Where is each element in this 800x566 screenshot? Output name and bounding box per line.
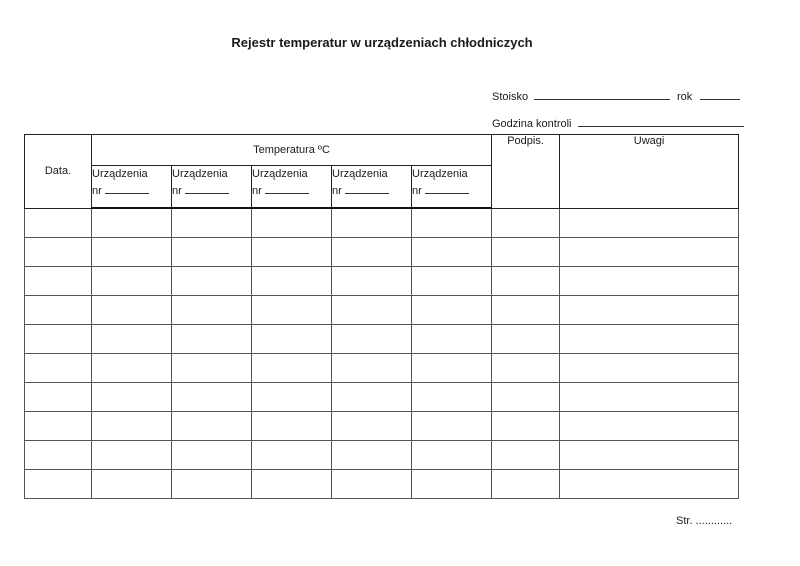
cell-podpis[interactable]: [492, 354, 560, 383]
cell-uwagi[interactable]: [560, 383, 739, 412]
cell-device-3[interactable]: [252, 354, 332, 383]
cell-device-5[interactable]: [412, 296, 492, 325]
cell-data[interactable]: [25, 441, 92, 470]
godzina-kontroli-field[interactable]: [492, 116, 744, 130]
cell-data[interactable]: [25, 383, 92, 412]
rok-input-line[interactable]: [700, 89, 740, 100]
document-title: Rejestr temperatur w urządzeniach chłodniczych: [231, 35, 533, 50]
cell-device-2[interactable]: [172, 383, 252, 412]
cell-device-3[interactable]: [252, 470, 332, 499]
cell-uwagi[interactable]: [560, 412, 739, 441]
cell-podpis[interactable]: [492, 208, 560, 238]
cell-device-5[interactable]: [412, 325, 492, 354]
header-podpis: Podpis.: [492, 135, 560, 209]
cell-data[interactable]: [25, 267, 92, 296]
cell-device-4[interactable]: [332, 208, 412, 238]
header-device-5: Urządzenia nr: [412, 166, 492, 209]
cell-uwagi[interactable]: [560, 296, 739, 325]
cell-device-1[interactable]: [92, 441, 172, 470]
cell-device-3[interactable]: [252, 383, 332, 412]
cell-device-1[interactable]: [92, 383, 172, 412]
godzina-kontroli-input-line[interactable]: [578, 116, 744, 127]
cell-device-4[interactable]: [332, 238, 412, 267]
cell-device-2[interactable]: [172, 267, 252, 296]
cell-data[interactable]: [25, 470, 92, 499]
table-row: [25, 208, 739, 238]
table-row: [25, 383, 739, 412]
device-4-nr-line[interactable]: [345, 184, 389, 194]
cell-device-2[interactable]: [172, 208, 252, 238]
cell-uwagi[interactable]: [560, 325, 739, 354]
godzina-kontroli-label: Godzina kontroli: [492, 118, 572, 130]
cell-device-2[interactable]: [172, 441, 252, 470]
cell-device-1[interactable]: [92, 325, 172, 354]
cell-device-1[interactable]: [92, 238, 172, 267]
cell-podpis[interactable]: [492, 470, 560, 499]
cell-device-2[interactable]: [172, 325, 252, 354]
cell-data[interactable]: [25, 296, 92, 325]
cell-device-3[interactable]: [252, 238, 332, 267]
page-number: Str. ............: [676, 515, 733, 527]
cell-device-2[interactable]: [172, 296, 252, 325]
cell-uwagi[interactable]: [560, 208, 739, 238]
cell-uwagi[interactable]: [560, 354, 739, 383]
cell-device-1[interactable]: [92, 296, 172, 325]
table-row: [25, 238, 739, 267]
cell-data[interactable]: [25, 412, 92, 441]
header-temperature: Temperatura ºC: [92, 135, 492, 166]
cell-device-4[interactable]: [332, 383, 412, 412]
cell-uwagi[interactable]: [560, 238, 739, 267]
table-row: [25, 354, 739, 383]
cell-device-5[interactable]: [412, 383, 492, 412]
rok-label: rok: [677, 91, 693, 103]
table-row: [25, 441, 739, 470]
cell-device-3[interactable]: [252, 441, 332, 470]
cell-device-1[interactable]: [92, 470, 172, 499]
cell-device-1[interactable]: [92, 354, 172, 383]
cell-device-4[interactable]: [332, 412, 412, 441]
cell-podpis[interactable]: [492, 383, 560, 412]
cell-device-4[interactable]: [332, 267, 412, 296]
cell-uwagi[interactable]: [560, 267, 739, 296]
cell-uwagi[interactable]: [560, 470, 739, 499]
device-3-nr-line[interactable]: [265, 184, 309, 194]
cell-device-3[interactable]: [252, 325, 332, 354]
table-row: [25, 412, 739, 441]
device-2-nr-line[interactable]: [185, 184, 229, 194]
table-row: [25, 470, 739, 499]
device-1-nr-line[interactable]: [105, 184, 149, 194]
cell-device-2[interactable]: [172, 238, 252, 267]
cell-device-1[interactable]: [92, 208, 172, 238]
cell-podpis[interactable]: [492, 296, 560, 325]
header-device-1: Urządzenia nr: [92, 166, 172, 209]
header-device-3: Urządzenia nr: [252, 166, 332, 209]
cell-device-3[interactable]: [252, 296, 332, 325]
cell-device-5[interactable]: [412, 354, 492, 383]
register-body: [25, 208, 739, 499]
cell-device-4[interactable]: [332, 354, 412, 383]
temperature-register-table: [24, 134, 739, 499]
cell-podpis[interactable]: [492, 325, 560, 354]
table-row: [25, 296, 739, 325]
cell-data[interactable]: [25, 325, 92, 354]
cell-device-5[interactable]: [412, 208, 492, 238]
cell-device-5[interactable]: [412, 238, 492, 267]
cell-device-5[interactable]: [412, 267, 492, 296]
cell-device-3[interactable]: [252, 267, 332, 296]
cell-device-4[interactable]: [332, 296, 412, 325]
cell-uwagi[interactable]: [560, 441, 739, 470]
cell-device-2[interactable]: [172, 470, 252, 499]
cell-device-1[interactable]: [92, 267, 172, 296]
cell-device-4[interactable]: [332, 325, 412, 354]
cell-data[interactable]: [25, 238, 92, 267]
cell-device-2[interactable]: [172, 412, 252, 441]
header-device-2: Urządzenia nr: [172, 166, 252, 209]
table-row: [25, 325, 739, 354]
cell-data[interactable]: [25, 354, 92, 383]
cell-podpis[interactable]: [492, 267, 560, 296]
cell-device-5[interactable]: [412, 470, 492, 499]
cell-device-3[interactable]: [252, 412, 332, 441]
header-data: Data.: [25, 135, 92, 209]
cell-device-4[interactable]: [332, 470, 412, 499]
cell-device-4[interactable]: [332, 441, 412, 470]
cell-device-5[interactable]: [412, 441, 492, 470]
cell-podpis[interactable]: [492, 412, 560, 441]
cell-podpis[interactable]: [492, 238, 560, 267]
cell-data[interactable]: [25, 208, 92, 238]
rok-field[interactable]: [677, 89, 740, 103]
table-row: [25, 267, 739, 296]
header-uwagi: Uwagi: [560, 135, 739, 209]
header-device-4: Urządzenia nr: [332, 166, 412, 209]
cell-device-2[interactable]: [172, 354, 252, 383]
stoisko-label: Stoisko: [492, 91, 529, 103]
cell-device-5[interactable]: [412, 412, 492, 441]
cell-podpis[interactable]: [492, 441, 560, 470]
cell-device-1[interactable]: [92, 412, 172, 441]
stoisko-input-line[interactable]: [534, 89, 670, 100]
cell-device-3[interactable]: [252, 208, 332, 238]
stoisko-field[interactable]: [492, 89, 670, 103]
device-5-nr-line[interactable]: [425, 184, 469, 194]
